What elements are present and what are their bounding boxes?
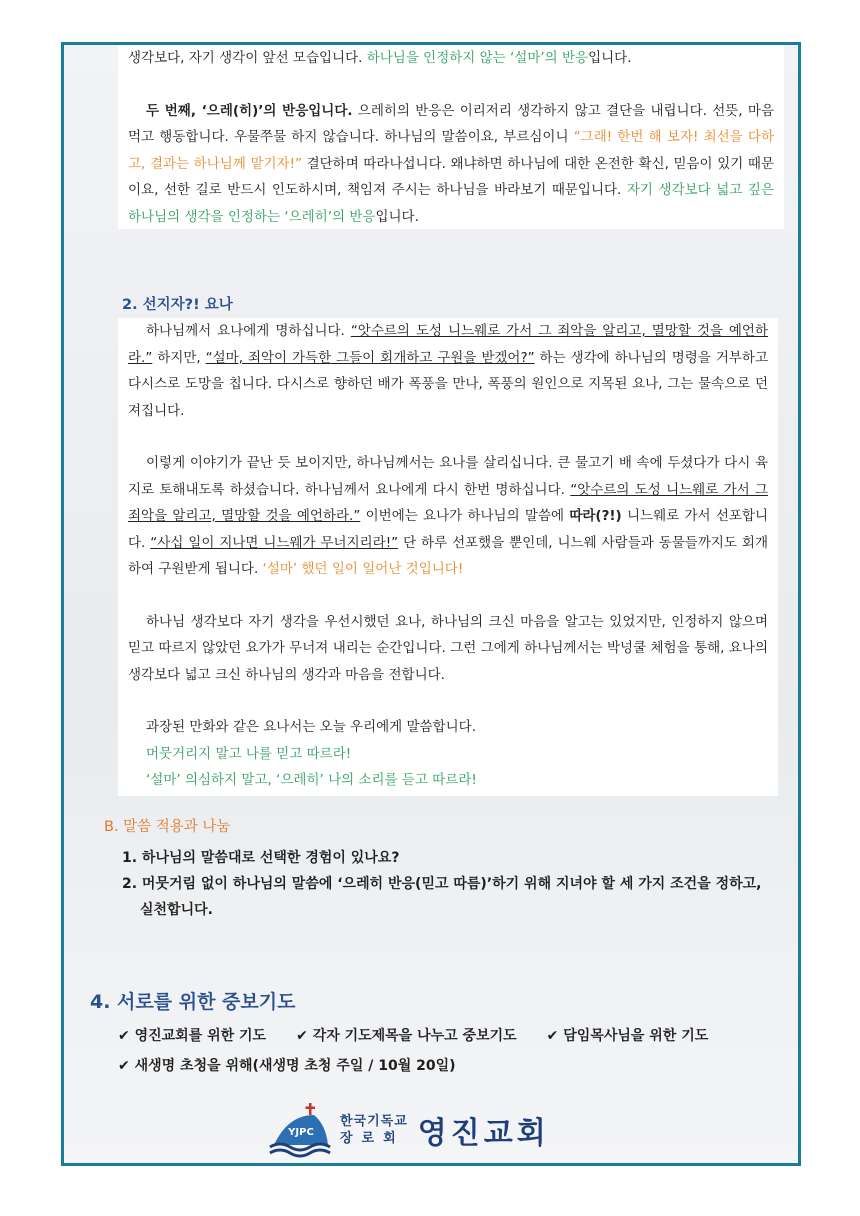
prayer-row-1 [118,1021,778,1051]
second-reaction-paragraph: 두 번째, ‘으레(히)’의 반응입니다. 으레히의 반응은 이리저리 생각하지 않고 결단을 내립니다. 선뜻, 마음먹고 행동합니다. 우물쭈물 하지 않습니다. 하나님의 말씀이요, 부르심이니 “그래! 한번 해 보자! 최선을 다하고, 결과는 하나님께 맡기자!” 결단하며 따라나섭니다. 왜냐하면 하나님에 대한 온전한 확신, 믿음이 있기 때문이요, 선한 길로 반드시 인도하시며, 책임져 주시는 하나님을 바라보기 때문입니다. 자기 생각보다 넓고 깊은 하나님의 생각을 인정하는 ‘으레히’의 반응입니다. [128,102,775,225]
jonah-paragraph-4: 과장된 만화와 같은 요나서는 오늘 우리에게 말씀합니다. [146,719,476,735]
section1-panel [118,45,784,229]
setma-happened-highlight: ‘설마’ 했던 일이 일어난 것입니다! [262,561,464,577]
check-icon: ✔ [118,1028,130,1044]
prayer-item: ✔ 각자 기도제목을 나누고 중보기도 [296,1028,517,1044]
section1-line0: 생각보다, 자기 생각이 앞선 모습입니다. 하나님을 인정하지 않는 ‘설마’의 반응입니다. [128,50,632,66]
question-list [122,845,772,923]
jonah-paragraph-1: 하나님께서 요나에게 명하십니다. “앗수르의 도성 니느웨로 가서 그 죄악을 알리고, 멸망할 것을 예언하라.” 하지만, “설마, 죄악이 가득한 그들이 회개하고 구원을 받겠어?” 하는 생각에 하나님의 명령을 거부하고 다시스로 도망을 칩니다. 다시스로 향하던 배가 폭풍을 만나, 폭풍의 원인으로 지목된 요나, 그는 물속으로 던져집니다. [128,323,769,419]
check-icon: ✔ [296,1028,308,1044]
sectionB-title: B. 말씀 적용과 나눔 [104,819,231,835]
question-2: 2. 머뭇거림 없이 하나님의 말씀에 ‘으레히 반응(믿고 따름)’하기 위해 지녀야 할 세 가지 조건을 정하고, 실천합니다. [122,876,762,918]
jonah-paragraph-2: 이렇게 이야기가 끝난 듯 보이지만, 하나님께서는 요나를 살리십니다. 큰 물고기 배 속에 두셨다가 다시 육지로 토해내도록 하셨습니다. 하나님께서 요나에게 다시 한번 명하십니다. “앗수르의 도성 니느웨로 가서 그 죄악을 알리고, 멸망할 것을 예언하라.” 이번에는 요나가 하나님의 말씀에 따라(?!) 니느웨로 가서 선포합니다. “사십 일이 지나면 니느웨가 무너지리라!” 단 하루 선포했을 뿐인데, 니느웨 사람들과 동물들까지도 회개하여 구원받게 됩니다. ‘설마’ 했던 일이 일어난 것입니다! [128,455,768,577]
setma-reaction-highlight: 하나님을 인정하지 않는 ‘설마’의 반응 [366,50,589,66]
prayer-item: ✔ 영진교회를 위한 기도 [118,1028,267,1044]
prayer-item: ✔ 담임목사님을 위한 기도 [546,1028,709,1044]
denomination-name: 한국기독교 장로회 [340,1114,408,1146]
prayer-list [118,1021,778,1081]
prayer-row-2 [118,1051,778,1081]
jonah-message-2: ‘설마’ 의심하지 말고, ‘으레히’ 나의 소리를 듣고 따르라! [146,772,477,788]
check-icon: ✔ [118,1058,130,1074]
question-1: 1. 하나님의 말씀대로 선택한 경험이 있나요? [122,850,400,866]
section2-title: 2. 선지자?! 요나 [122,297,233,313]
eurehi-reaction-highlight: 자기 생각보다 넓고 깊은 하나님의 생각을 인정하는 ‘으레히’의 반응 [128,182,774,225]
decision-quote: “그래! 한번 해 보자! 최선을 다하고, 결과는 하나님께 맡기자!” [128,129,775,172]
section4-title: 4. 서로를 위한 중보기도 [90,991,296,1013]
jonah-paragraph-3: 하나님 생각보다 자기 생각을 우선시했던 요나, 하나님의 크신 마음을 알고는 있었지만, 인정하지 않으며 믿고 따르지 않았던 요가가 무너져 내리는 순간입니다. 그런 그에게 하나님께서는 박넝쿨 체험을 통해, 요나의 생각보다 넓고 크신 하나님의 생각과 마음을 전합니다. [128,613,768,683]
check-icon: ✔ [546,1028,559,1044]
church-emblem-icon [268,1101,334,1159]
church-logo [268,1100,588,1160]
emblem-text: YJPC [288,1127,314,1138]
church-name: 영진교회 [417,1116,550,1151]
jonah-message-1: 머뭇거리지 말고 나를 믿고 따르라! [146,745,352,762]
second-reaction-title: 두 번째, ‘으레(히)’의 반응입니다. [146,102,353,119]
prayer-item: ✔ 새생명 초청을 위해(새생명 초청 주일 / 10월 20일) [118,1058,456,1074]
section2-panel [118,318,778,796]
